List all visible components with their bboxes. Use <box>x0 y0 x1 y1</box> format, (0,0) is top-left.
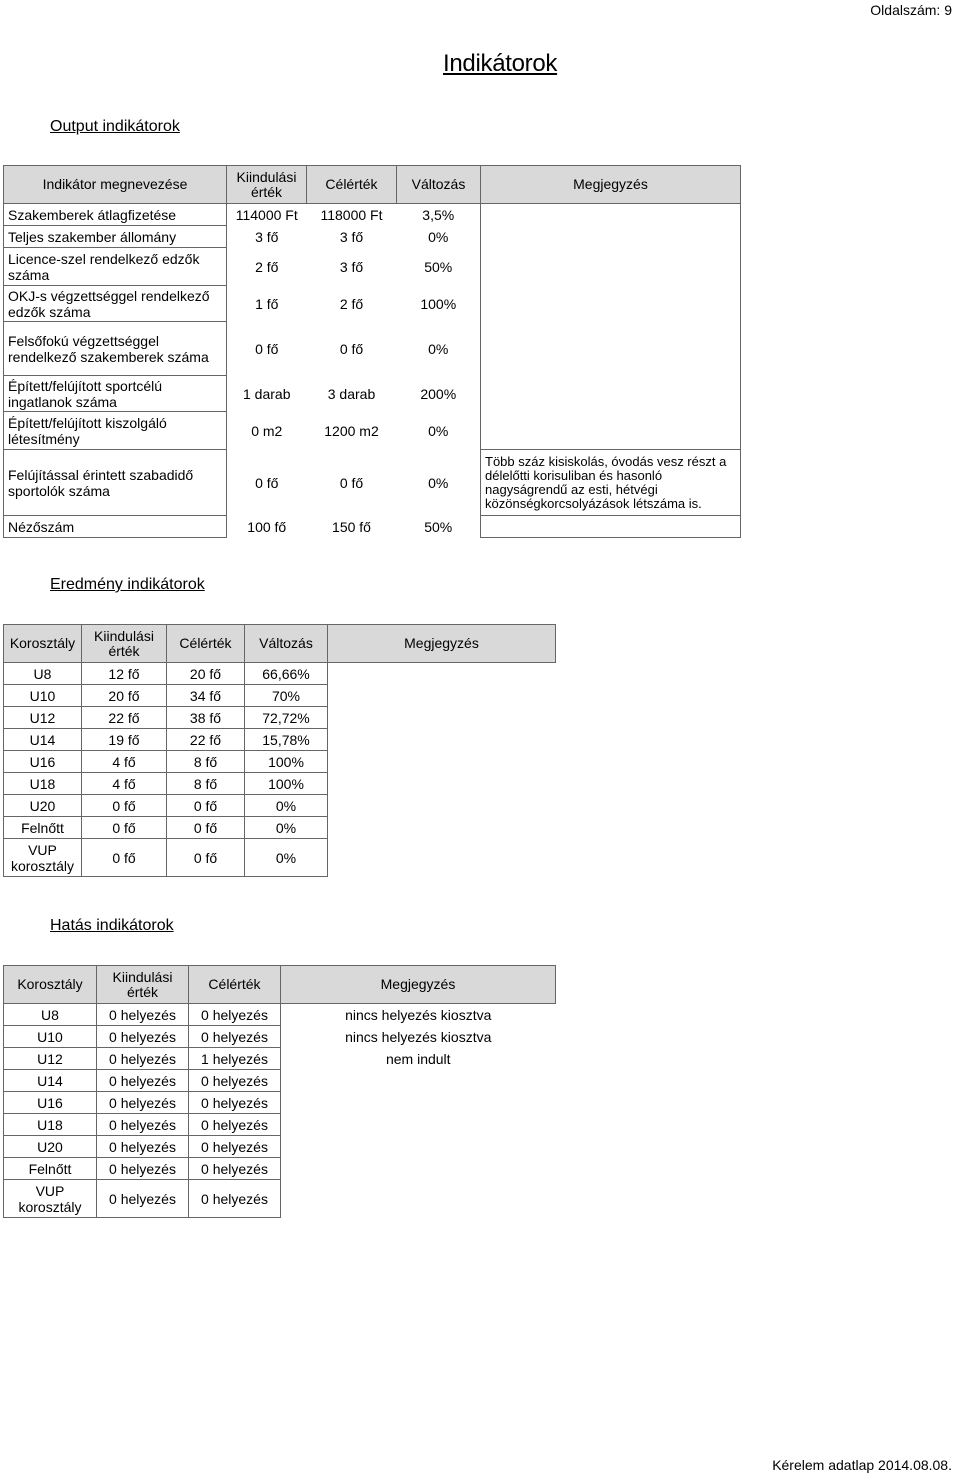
baseline-value: 4 fő <box>82 751 167 773</box>
footer-text: Kérelem adatlap 2014.08.08. <box>772 1457 952 1473</box>
baseline-value: 0 fő <box>82 795 167 817</box>
header-baseline: Kiindulási érték <box>227 166 307 204</box>
baseline-value: 0 helyezés <box>97 1070 189 1092</box>
note-text: Több száz kisiskolás, óvodás vesz részt a délelőtti korisuliban és hasonló nagyságrendű az esti, hétvégi közönségkorcsolyázások létszáma is. <box>481 450 741 516</box>
target-value: 3 darab <box>327 385 376 402</box>
table-row <box>4 1048 556 1070</box>
change-value: 50% <box>424 518 453 535</box>
header-indicator-name: Indikátor megnevezése <box>4 166 227 204</box>
age-group: U14 <box>4 729 82 751</box>
target-value: 0 helyezés <box>189 1092 281 1114</box>
baseline-value: 0 helyezés <box>97 1092 189 1114</box>
baseline-value: 0 fő <box>255 340 279 357</box>
target-value: 8 fő <box>167 773 245 795</box>
indicator-name: Nézőszám <box>4 516 227 538</box>
baseline-value: 0 helyezés <box>97 1180 189 1218</box>
note-text <box>281 1114 556 1136</box>
table-row <box>4 516 741 538</box>
baseline-value: 100 fő <box>247 518 287 535</box>
baseline-value: 0 fő <box>82 839 167 877</box>
table-row <box>4 450 741 516</box>
indicator-name: OKJ-s végzettséggel rendelkező edzők száma <box>4 286 227 322</box>
target-value: 0 helyezés <box>189 1026 281 1048</box>
indicator-name: Licence-szel rendelkező edzők száma <box>4 248 227 286</box>
baseline-value: 19 fő <box>82 729 167 751</box>
change-value: 66,66% <box>245 663 328 685</box>
note-cell <box>328 663 556 877</box>
table-row <box>4 1092 556 1114</box>
baseline-value: 0 fő <box>82 817 167 839</box>
change-value: 0% <box>245 817 328 839</box>
age-group: U10 <box>4 685 82 707</box>
age-group: U12 <box>4 707 82 729</box>
target-value: 0 helyezés <box>189 1070 281 1092</box>
target-value: 0 fő <box>167 839 245 877</box>
age-group: Felnőtt <box>4 1158 97 1180</box>
change-value: 72,72% <box>245 707 328 729</box>
header-age-group: Korosztály <box>4 625 82 663</box>
age-group: U20 <box>4 795 82 817</box>
note-cell <box>481 516 741 538</box>
baseline-value: 0 helyezés <box>97 1136 189 1158</box>
baseline-value: 2 fő <box>255 258 279 275</box>
baseline-value: 20 fő <box>82 685 167 707</box>
change-value: 50% <box>424 258 453 275</box>
change-value: 0% <box>245 839 328 877</box>
header-age-group: Korosztály <box>4 966 97 1004</box>
target-value: 3 fő <box>339 258 364 275</box>
age-group: VUP korosztály <box>4 839 82 877</box>
table-row <box>4 1158 556 1180</box>
change-value: 0% <box>245 795 328 817</box>
note-text: nincs helyezés kiosztva <box>345 1006 492 1023</box>
baseline-value: 22 fő <box>82 707 167 729</box>
age-group: U16 <box>4 1092 97 1114</box>
indicator-name: Épített/felújított kiszolgáló létesítmény <box>4 412 227 450</box>
table-row <box>4 1026 556 1048</box>
change-value: 100% <box>245 751 328 773</box>
table-row <box>4 204 741 226</box>
header-target: Célérték <box>189 966 281 1004</box>
change-value: 100% <box>245 773 328 795</box>
indicator-name: Szakemberek átlagfizetése <box>4 204 227 226</box>
header-target: Célérték <box>307 166 397 204</box>
indicator-name: Épített/felújított sportcélú ingatlanok száma <box>4 376 227 412</box>
header-change: Változás <box>245 625 328 663</box>
age-group: U10 <box>4 1026 97 1048</box>
change-value: 200% <box>420 385 457 402</box>
age-group: VUP korosztály <box>4 1180 97 1218</box>
table-row <box>4 663 556 685</box>
change-value: 0% <box>428 474 449 491</box>
change-value: 15,78% <box>245 729 328 751</box>
baseline-value: 0 helyezés <box>97 1114 189 1136</box>
baseline-value: 0 helyezés <box>97 1004 189 1026</box>
target-value: 118000 Ft <box>320 206 383 223</box>
table-row <box>4 1114 556 1136</box>
target-value: 22 fő <box>167 729 245 751</box>
table-row <box>4 1004 556 1026</box>
impact-table <box>3 965 556 1218</box>
indicator-name: Felújítással érintett szabadidő sportolók száma <box>4 450 227 516</box>
age-group: U20 <box>4 1136 97 1158</box>
target-value: 1 helyezés <box>189 1048 281 1070</box>
note-cell <box>481 204 741 450</box>
target-value: 0 fő <box>167 817 245 839</box>
baseline-value: 0 fő <box>255 474 279 491</box>
result-table <box>3 624 556 877</box>
table-row <box>4 1180 556 1218</box>
note-text <box>281 1070 556 1092</box>
note-text: nincs helyezés kiosztva <box>345 1028 492 1045</box>
target-value: 150 fő <box>332 518 371 535</box>
note-text <box>281 1136 556 1158</box>
header-note: Megjegyzés <box>328 625 556 663</box>
age-group: U8 <box>4 663 82 685</box>
change-value: 0% <box>428 422 449 439</box>
baseline-value: 114000 Ft <box>235 206 298 223</box>
note-text <box>281 1092 556 1114</box>
age-group: Felnőtt <box>4 817 82 839</box>
result-heading: Eredmény indikátorok <box>50 576 205 593</box>
age-group: U18 <box>4 1114 97 1136</box>
note-text: nem indult <box>385 1050 451 1067</box>
target-value: 34 fő <box>167 685 245 707</box>
note-text <box>281 1158 556 1180</box>
target-value: 2 fő <box>339 295 364 312</box>
header-baseline: Kiindulási érték <box>97 966 189 1004</box>
change-value: 100% <box>420 295 457 312</box>
target-value: 0 helyezés <box>189 1180 281 1218</box>
header-note: Megjegyzés <box>281 966 556 1004</box>
baseline-value: 4 fő <box>82 773 167 795</box>
change-value: 0% <box>428 228 449 245</box>
change-value: 0% <box>428 340 449 357</box>
target-value: 0 fő <box>167 795 245 817</box>
target-value: 0 fő <box>339 474 364 491</box>
target-value: 0 fő <box>339 340 364 357</box>
age-group: U12 <box>4 1048 97 1070</box>
page-title: Indikátorok <box>443 50 558 77</box>
target-value: 38 fő <box>167 707 245 729</box>
baseline-value: 0 helyezés <box>97 1048 189 1070</box>
table-row <box>4 1070 556 1092</box>
target-value: 0 helyezés <box>189 1114 281 1136</box>
header-change: Változás <box>397 166 481 204</box>
change-value: 3,5% <box>422 206 455 223</box>
target-value: 1200 m2 <box>324 422 379 439</box>
baseline-value: 1 darab <box>243 385 291 402</box>
age-group: U14 <box>4 1070 97 1092</box>
age-group: U8 <box>4 1004 97 1026</box>
baseline-value: 0 m2 <box>251 422 283 439</box>
baseline-value: 3 fő <box>255 228 279 245</box>
target-value: 3 fő <box>339 228 364 245</box>
age-group: U16 <box>4 751 82 773</box>
header-target: Célérték <box>167 625 245 663</box>
baseline-value: 0 helyezés <box>97 1158 189 1180</box>
indicator-name: Teljes szakember állomány <box>4 226 227 248</box>
target-value: 0 helyezés <box>189 1158 281 1180</box>
target-value: 20 fő <box>167 663 245 685</box>
page-number: Oldalszám: 9 <box>870 2 952 18</box>
header-note: Megjegyzés <box>481 166 741 204</box>
impact-heading: Hatás indikátorok <box>50 917 174 934</box>
target-value: 0 helyezés <box>189 1004 281 1026</box>
header-baseline: Kiindulási érték <box>82 625 167 663</box>
baseline-value: 12 fő <box>82 663 167 685</box>
change-value: 70% <box>245 685 328 707</box>
output-heading: Output indikátorok <box>50 118 180 135</box>
output-table <box>3 165 741 538</box>
target-value: 0 helyezés <box>189 1136 281 1158</box>
target-value: 8 fő <box>167 751 245 773</box>
note-text <box>281 1180 556 1218</box>
indicator-name: Felsőfokú végzettséggel rendelkező szakemberek száma <box>4 322 227 376</box>
table-row <box>4 1136 556 1158</box>
baseline-value: 1 fő <box>255 295 279 312</box>
age-group: U18 <box>4 773 82 795</box>
baseline-value: 0 helyezés <box>97 1026 189 1048</box>
